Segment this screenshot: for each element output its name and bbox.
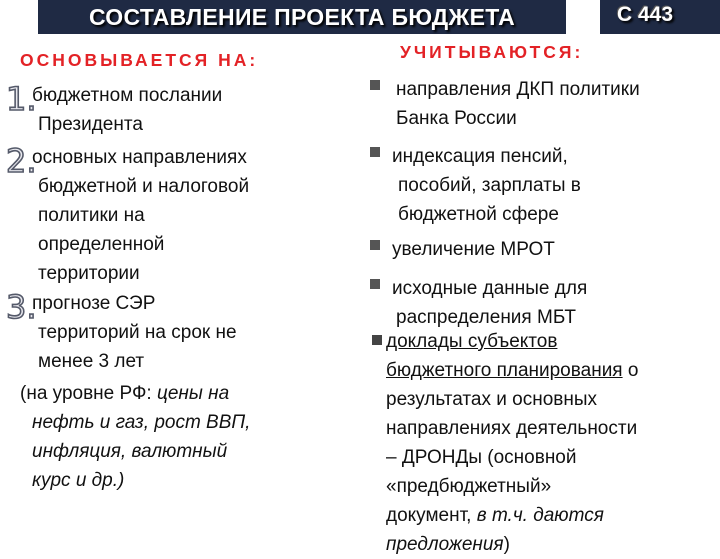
right-item-2-line: индексация пенсий,: [392, 146, 568, 167]
final-line-italic: предложения: [386, 534, 504, 555]
reports-underlined-text: бюджетного планирования: [386, 360, 623, 381]
bullet-icon: [372, 335, 382, 345]
last-line-italic: в т.ч. даются: [476, 505, 604, 526]
right-item-3: [392, 235, 555, 264]
bullet-icon: [370, 147, 380, 157]
number-3: 3.: [6, 288, 37, 326]
left-item-1-line: бюджетном послании: [32, 85, 223, 106]
right-item-5-line: направлениях деятельности: [386, 418, 638, 439]
reports-underlined-text: доклады субъектов: [386, 331, 558, 352]
right-item-2: [392, 142, 581, 229]
note-italic-line: курс и др.): [32, 470, 125, 491]
right-item-4-line: исходные данные для: [392, 278, 588, 299]
last-line-prefix: документ,: [386, 505, 477, 526]
left-heading: ОСНОВЫВАЕТСЯ НА:: [20, 50, 259, 70]
note-italic-line: инфляция, валютный: [32, 441, 228, 462]
right-item-1-line: Банка России: [396, 108, 517, 129]
left-item-1-line: Президента: [38, 114, 143, 135]
left-item-3-line: территорий на срок не: [38, 322, 237, 343]
right-item-4-line: распределения МБТ: [396, 307, 577, 328]
left-item-2-line: территории: [38, 263, 140, 284]
right-heading: УЧИТЫВАЮТСЯ:: [400, 42, 584, 62]
left-item-2-line: основных направлениях: [32, 147, 247, 168]
number-1: 1.: [6, 80, 37, 118]
right-item-3-line: увеличение МРОТ: [392, 239, 555, 260]
left-item-2-line: определенной: [38, 234, 165, 255]
left-item-2-line: бюджетной и налоговой: [38, 176, 250, 197]
right-item-5-line: результатах и основных: [386, 389, 598, 410]
left-item-2-line: политики на: [38, 205, 145, 226]
right-item-4: [392, 274, 587, 332]
final-line-suffix: ): [503, 534, 510, 555]
right-item-5-line: – ДРОНДы (основной: [386, 447, 577, 468]
page-reference: С 443: [617, 3, 674, 26]
left-item-3-line: прогнозе СЭР: [32, 293, 156, 314]
right-item-5: [386, 327, 638, 559]
right-item-5-line: «предбюджетный»: [386, 476, 552, 497]
note-italic-line: нефть и газ, рост ВВП,: [32, 412, 251, 433]
note-italic-line: цены на: [156, 383, 230, 404]
right-item-2-line: пособий, зарплаты в: [398, 175, 581, 196]
bullet-icon: [370, 279, 380, 289]
title-bar: [38, 0, 566, 34]
right-item-1: [396, 75, 640, 133]
note-prefix: (на уровне РФ:: [20, 383, 157, 404]
bullet-icon: [370, 80, 380, 90]
bullet-icon: [370, 240, 380, 250]
slide-title: СОСТАВЛЕНИЕ ПРОЕКТА БЮДЖЕТА: [88, 3, 516, 30]
left-note: [20, 379, 251, 495]
reports-suffix: о: [622, 360, 639, 381]
left-item-3-line: менее 3 лет: [38, 351, 145, 372]
right-item-1-line: направления ДКП политики: [396, 79, 640, 100]
right-item-2-line: бюджетной сфере: [398, 204, 559, 225]
number-2: 2.: [6, 142, 37, 180]
